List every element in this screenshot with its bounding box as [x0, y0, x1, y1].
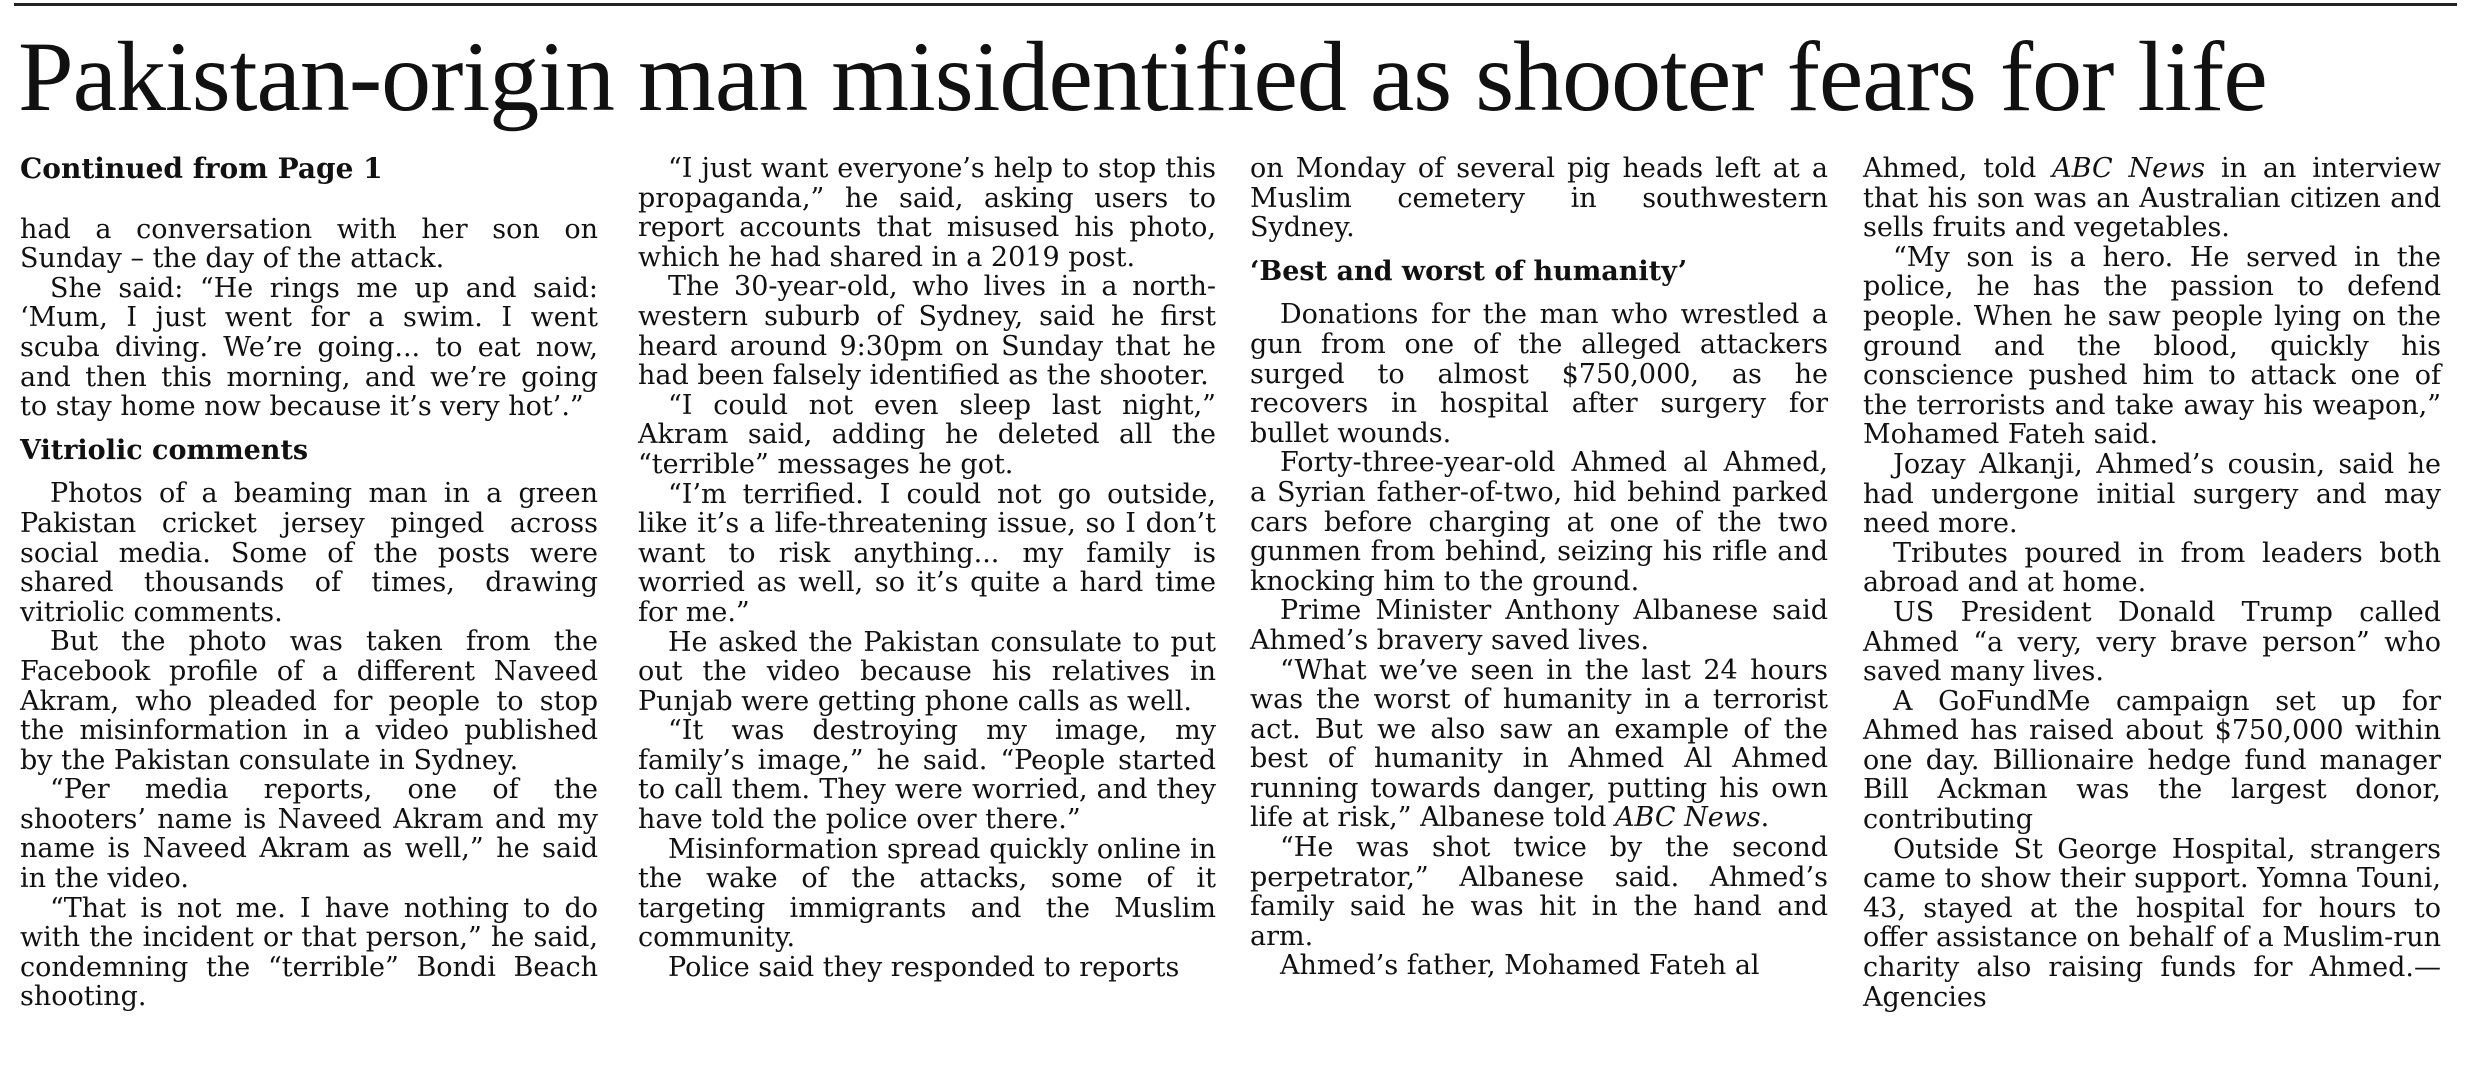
subheading-best-and-worst: ‘Best and worst of humanity’: [1250, 255, 1688, 287]
paragraph: “I just want everyone’s help to stop this propaganda,” he said, asking users to report accounts that misused his photo, which he had shared in a 2019 post.: [638, 153, 1216, 273]
paragraph: [1863, 154, 2441, 243]
paragraph: “I’m terrified. I could not go outside, like it’s a life-threatening issue, so I don’t want to risk anything... my family is worried as well, so it’s quite a hard time for me.”: [638, 478, 1216, 628]
paragraph: Prime Minister Anthony Albanese said Ahmed’s bravery saved lives.: [1250, 595, 1828, 656]
paragraph: Outside St George Hospital, strangers came to show their support. Yomna Touni, 43, stayed at the hospital for hours to offer assistance on behalf of a Muslim-run charity also raising funds for Ahmed.— Agencies: [1863, 833, 2441, 1013]
paragraph: “He was shot twice by the second perpetrator,” Albanese said. Ahmed’s family said he was hit in the hand and arm.: [1250, 832, 1828, 952]
column-1: [20, 154, 598, 1012]
text: in an interview that his son was an Australian citizen and sells fruits and vegetables.: [1863, 153, 2442, 244]
paragraph: [1250, 656, 1828, 834]
paragraph: “My son is a hero. He served in the police, he has the passion to defend people. When he saw people lying on the ground and the blood, quickly his conscience pushed him to attack one of the terrorists and take away his weapon,” Mohamed Fateh said.: [1863, 241, 2441, 451]
paragraph: Donations for the man who wrestled a gun from one of the alleged attackers surged to almost $750,000, as he recovers in hospital after surgery for bullet wounds.: [1250, 299, 1828, 449]
paragraph: had a conversation with her son on Sunday – the day of the attack.: [20, 213, 598, 275]
paragraph: Police said they responded to reports: [668, 952, 1180, 984]
paragraph: on Monday of several pig heads left at a Muslim cemetery in southwestern Sydney.: [1250, 153, 1828, 244]
news-outlet-name: ABC News: [1615, 802, 1761, 834]
paragraph: She said: “He rings me up and said: ‘Mum, I just went for a swim. I went scuba diving. We’re going... to eat now, and then this morning, and we’re going to stay home now because it’s very hot’.”: [20, 272, 598, 423]
paragraph: Jozay Alkanji, Ahmed’s cousin, said he had undergone initial surgery and may need more.: [1863, 448, 2441, 540]
paragraph: “That is not me. I have nothing to do with the incident or that person,” he said, condemning the “terrible” Bondi Beach shooting.: [20, 892, 598, 1013]
headline: Pakistan-origin man misidentified as shooter fears for life: [18, 21, 2267, 132]
paragraph: Misinformation spread quickly online in the wake of the attacks, some of it targeting immigrants and the Muslim community.: [638, 833, 1216, 954]
paragraph: A GoFundMe campaign set up for Ahmed has raised about $750,000 within one day. Billionaire hedge fund manager Bill Ackman was the largest donor, contributing: [1863, 685, 2441, 836]
paragraph: Tributes poured in from leaders both abroad and at home.: [1863, 537, 2441, 599]
news-outlet-name: ABC News: [2052, 153, 2206, 184]
paragraph: “Per media reports, one of the shooters’ name is Naveed Akram and my name is Naveed Akram as well,” he said in the video.: [20, 774, 598, 895]
paragraph: “It was destroying my image, my family’s image,” he said. “People started to call them. They were worried, and they have told the police over there.”: [638, 715, 1216, 836]
paragraph: But the photo was taken from the Facebook profile of a different Naveed Akram, who pleaded for people to stop the misinformation in a video published by the Pakistan consulate in Sydney.: [20, 626, 598, 776]
quote-text: “What we’ve seen in the last 24 hours was the worst of humanity in a terrorist act. But we also saw an example of the best of humanity in Ahmed Al Ahmed running towards danger, putting his own life at risk,” Albanese told: [1250, 654, 1828, 834]
punctuation: .: [1760, 802, 1770, 834]
text: Ahmed, told: [1863, 153, 2053, 184]
top-rule: [14, 3, 2457, 6]
paragraph: Ahmed’s father, Mohamed Fateh al: [1280, 950, 1760, 982]
paragraph: US President Donald Trump called Ahmed “a very, very brave person” who saved many lives.: [1863, 596, 2441, 688]
subheading-vitriolic-comments: Vitriolic comments: [20, 434, 309, 466]
article-body: [20, 154, 2452, 1074]
column-2: [638, 154, 1216, 983]
paragraph: The 30-year-old, who lives in a north-western suburb of Sydney, said he first heard around 9:30pm on Sunday that he had been falsely identified as the shooter.: [638, 271, 1216, 392]
paragraph: Photos of a beaming man in a green Pakistan cricket jersey pinged across social media. Some of the posts were shared thousands of times, drawing vitriolic comments.: [20, 478, 598, 628]
paragraph: “I could not even sleep last night,” Akram said, adding he deleted all the “terrible” messages he got.: [638, 389, 1216, 480]
column-3: [1250, 154, 1828, 981]
paragraph: Forty-three-year-old Ahmed al Ahmed, a Syrian father-of-two, hid behind parked cars before charging at one of the two gunmen from behind, seizing his rifle and knocking him to the ground.: [1250, 447, 1828, 597]
paragraph: He asked the Pakistan consulate to put out the video because his relatives in Punjab were getting phone calls as well.: [638, 626, 1216, 717]
column-4: [1863, 154, 2441, 1012]
continued-from-label: Continued from Page 1: [20, 152, 383, 185]
